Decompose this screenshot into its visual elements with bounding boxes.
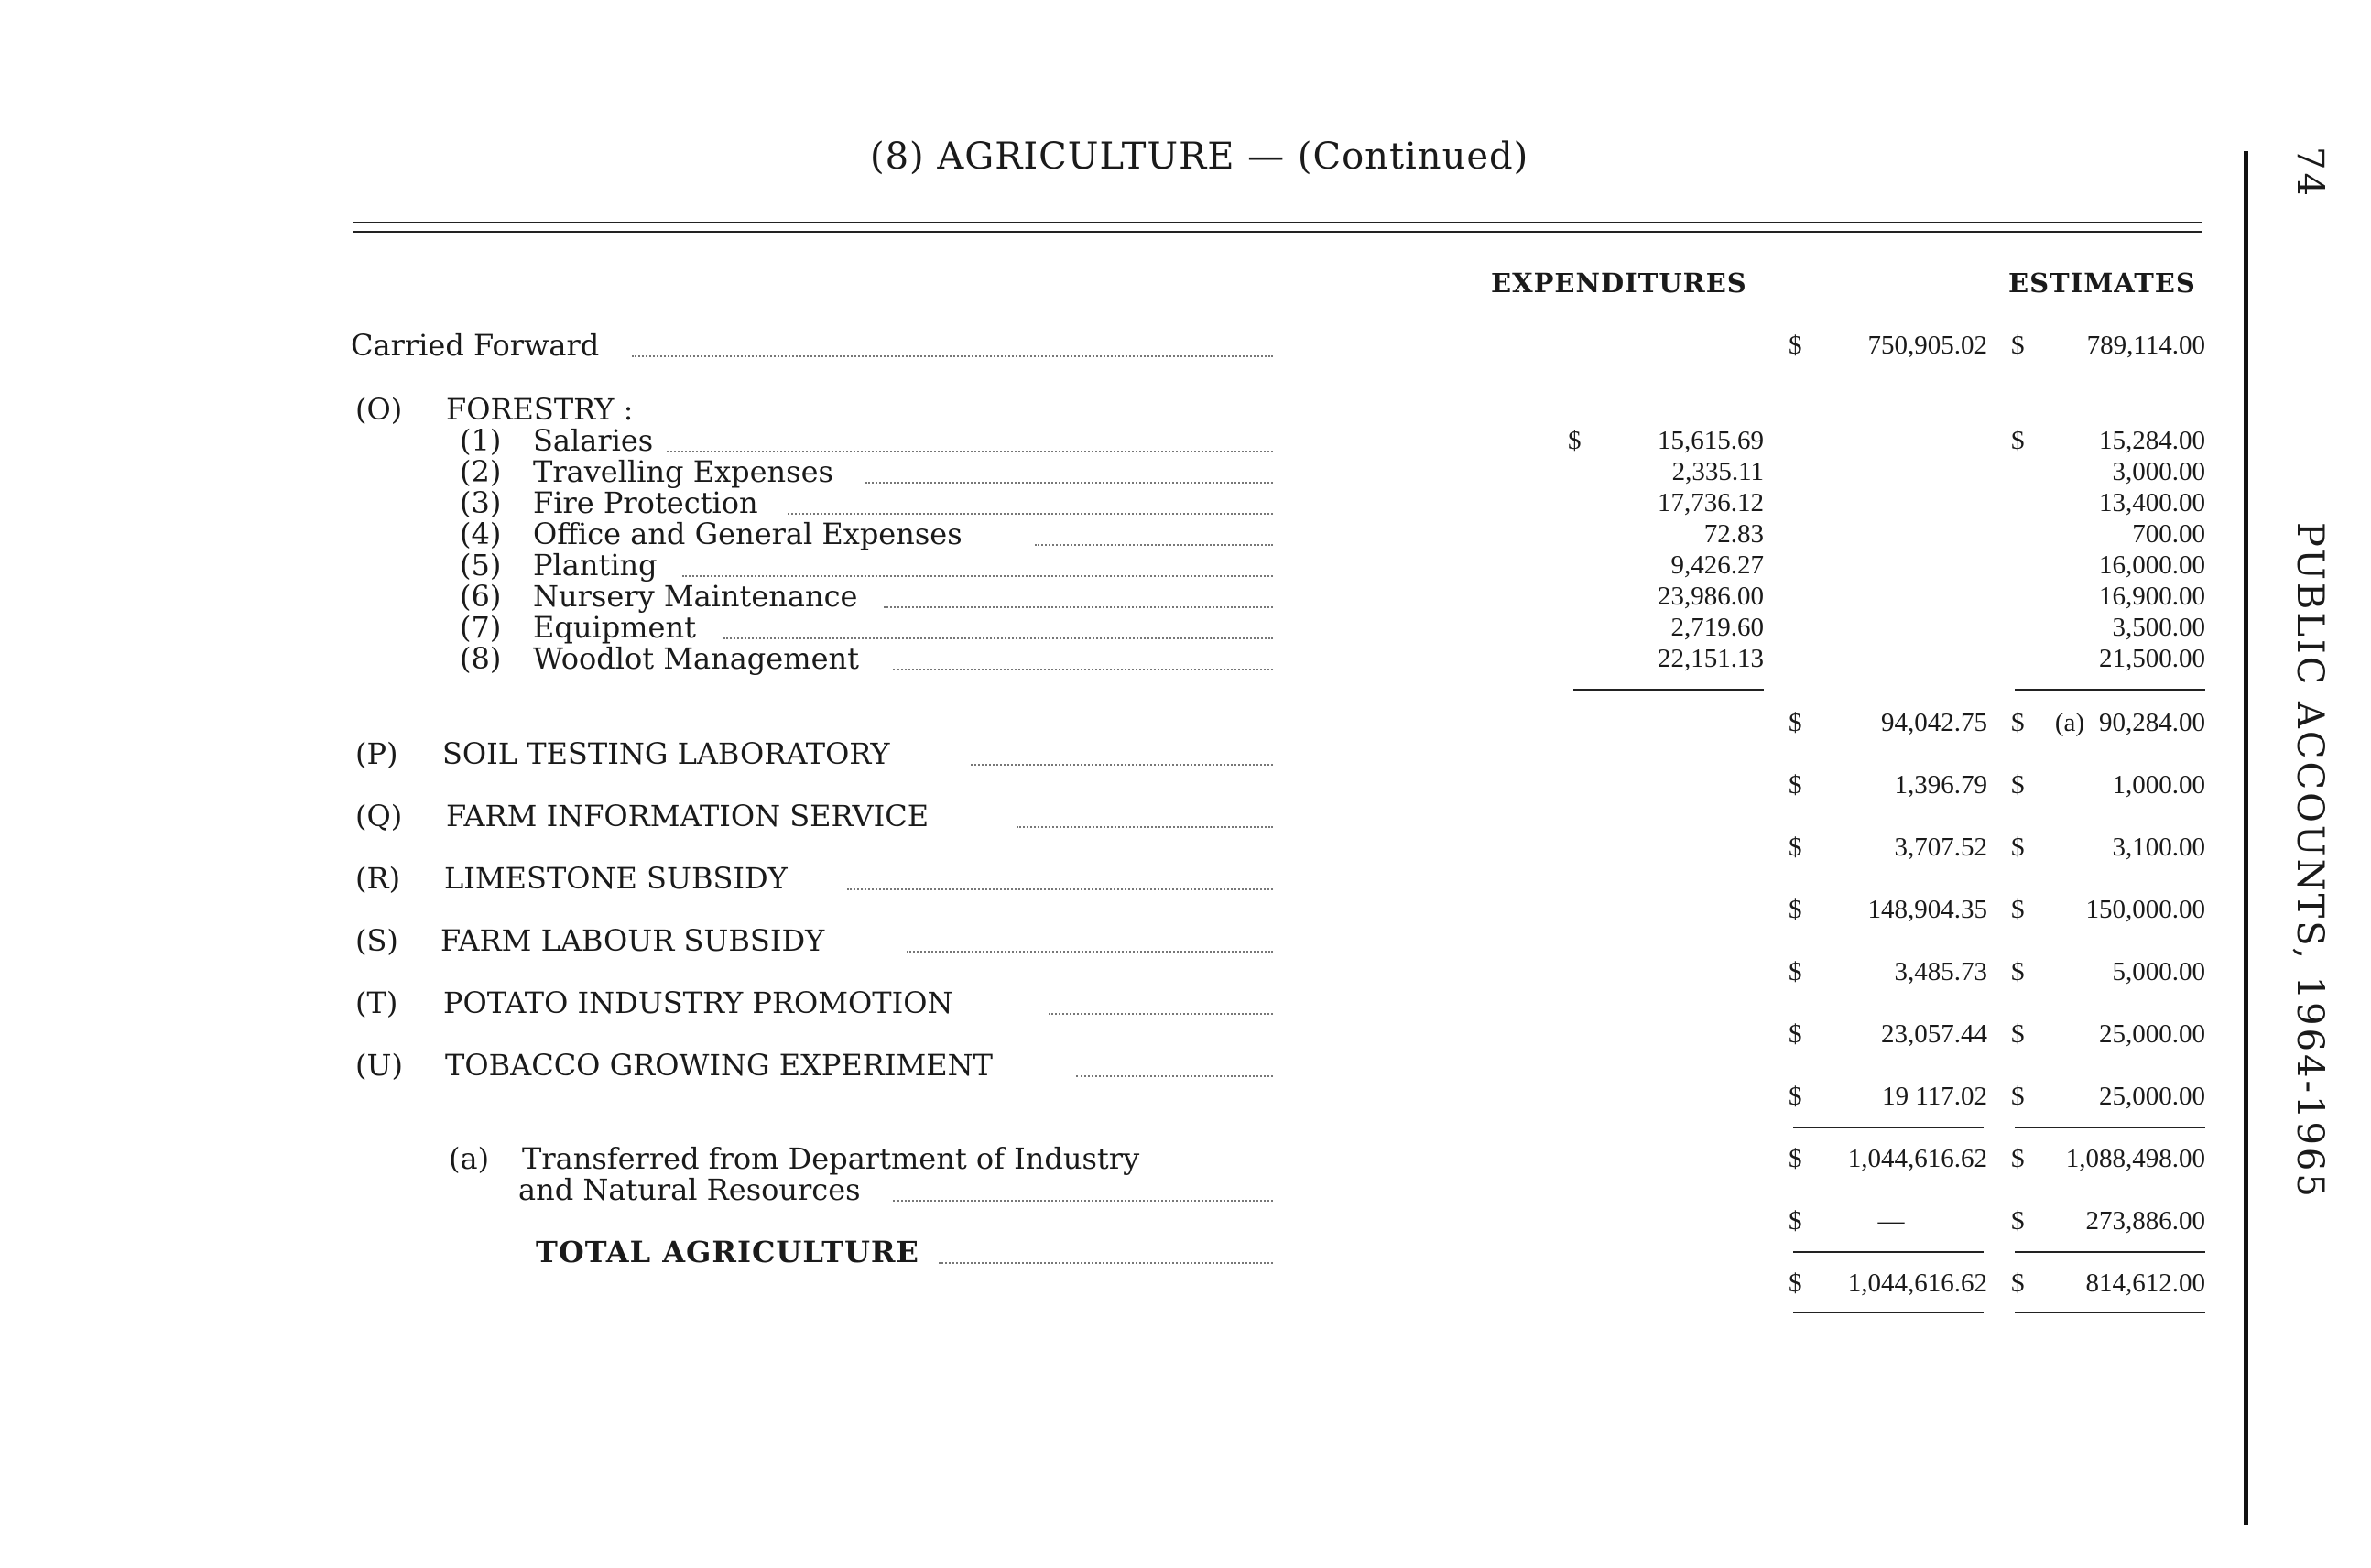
dollar-sign: $ <box>1789 1206 1802 1236</box>
dollar-sign: $ <box>1789 895 1802 924</box>
dollar-sign: $ <box>2011 1082 2025 1111</box>
item-number: (2) <box>460 454 502 489</box>
item-expenditure: 2,719.60 <box>1670 613 1764 642</box>
forestry-item-row <box>0 643 2371 674</box>
section-expenditure: 148,904.35 <box>1867 895 1987 924</box>
item-estimate: 16,900.00 <box>2099 582 2205 611</box>
forestry-total-row <box>0 707 2371 738</box>
footnote-mark: (a) <box>449 1141 490 1176</box>
subtotal-row <box>0 1143 2371 1174</box>
section-code: (O) <box>355 392 403 427</box>
item-estimate: 3,500.00 <box>2112 613 2205 642</box>
note-line-2: and Natural Resources <box>518 1172 861 1207</box>
item-expenditure: 22,151.13 <box>1658 644 1764 673</box>
section-amount-row <box>0 894 2371 925</box>
forestry-item-row <box>0 487 2371 518</box>
dot-leader <box>939 1262 1273 1264</box>
section-label-row <box>0 738 2371 769</box>
item-label: Equipment <box>533 610 696 645</box>
section-expenditure: 23,057.44 <box>1881 1019 1987 1049</box>
dollar-sign: $ <box>2011 1144 2025 1173</box>
item-label: Fire Protection <box>533 485 758 520</box>
carried-forward-label: Carried Forward <box>351 328 600 363</box>
subtotal-expenditure-rule <box>1793 1127 1984 1128</box>
dot-leader <box>847 888 1273 890</box>
dollar-sign: $ <box>2011 331 2025 360</box>
dot-leader <box>1017 826 1273 828</box>
item-expenditure: 15,615.69 <box>1658 426 1764 455</box>
item-estimate: 3,000.00 <box>2112 457 2205 486</box>
subtotal-expenditure: 1,044,616.62 <box>1847 1144 1987 1173</box>
section-expenditure: 1,396.79 <box>1894 770 1987 800</box>
dot-leader <box>723 637 1273 639</box>
dot-leader <box>893 669 1273 670</box>
section-label: SOIL TESTING LABORATORY <box>442 736 890 771</box>
running-head-container <box>2267 147 2331 1200</box>
section-code: (T) <box>355 985 398 1020</box>
expenditures-heading: EXPENDITURES <box>1491 267 1747 299</box>
item-label: Salaries <box>533 423 654 458</box>
dollar-sign: $ <box>2011 426 2025 455</box>
total-label: TOTAL AGRICULTURE <box>536 1235 919 1269</box>
dollar-sign: $ <box>1789 1144 1802 1173</box>
item-estimate: 700.00 <box>2132 519 2205 549</box>
item-label: Planting <box>533 548 658 583</box>
final-expenditure-rule <box>1793 1312 1984 1313</box>
item-expenditure: 2,335.11 <box>1671 457 1764 486</box>
forestry-item-row <box>0 518 2371 550</box>
carried-forward-expenditure: 750,905.02 <box>1867 331 1987 360</box>
page-title: (8) AGRICULTURE — (Continued) <box>870 136 1529 178</box>
section-label: LIMESTONE SUBSIDY <box>444 861 788 896</box>
section-estimate: 150,000.00 <box>2085 895 2205 924</box>
forestry-total-estimate: 90,284.00 <box>2099 708 2205 737</box>
carried-forward-row <box>0 330 2371 361</box>
dollar-sign: $ <box>2011 895 2025 924</box>
dollar-sign: $ <box>1789 770 1802 800</box>
item-label: Office and General Expenses <box>533 517 963 551</box>
dollar-sign: $ <box>1789 1269 1802 1298</box>
item-number: (7) <box>460 610 502 645</box>
dollar-sign: $ <box>2011 957 2025 986</box>
margin-rule <box>2244 151 2248 1525</box>
dollar-sign: $ <box>2011 833 2025 862</box>
dollar-sign: $ <box>2011 1206 2025 1236</box>
section-label-row <box>0 987 2371 1018</box>
dot-leader <box>1049 1013 1273 1015</box>
dot-leader <box>907 951 1273 953</box>
item-expenditure: 72.83 <box>1703 519 1764 549</box>
dot-leader <box>682 575 1273 577</box>
transfer-estimate: 273,886.00 <box>2085 1206 2205 1236</box>
item-number: (8) <box>460 641 502 676</box>
section-label: FARM INFORMATION SERVICE <box>446 799 930 833</box>
dot-leader <box>865 482 1273 484</box>
title-rule-bottom <box>353 231 2202 233</box>
section-amount-row <box>0 956 2371 987</box>
dollar-sign: $ <box>1568 426 1582 455</box>
forestry-estimate-rule <box>2015 689 2205 691</box>
total-estimate-rule <box>2015 1251 2205 1253</box>
section-amount-row <box>0 769 2371 800</box>
forestry-total-expenditure: 94,042.75 <box>1881 708 1987 737</box>
section-label-row <box>0 1050 2371 1081</box>
dollar-sign: $ <box>1789 957 1802 986</box>
section-estimate: 5,000.00 <box>2112 957 2205 986</box>
dollar-sign: $ <box>1789 833 1802 862</box>
final-estimate-rule <box>2015 1312 2205 1313</box>
note-row <box>0 1174 2371 1205</box>
dot-leader <box>893 1200 1273 1202</box>
item-expenditure: 9,426.27 <box>1670 550 1764 580</box>
footnote-mark: (a) <box>2054 708 2084 737</box>
dollar-sign: $ <box>1789 1082 1802 1111</box>
transfer-expenditure: — <box>1877 1206 1905 1236</box>
estimates-heading: ESTIMATES <box>2008 267 2196 299</box>
item-label: Woodlot Management <box>533 641 859 676</box>
item-number: (5) <box>460 548 502 583</box>
section-estimate: 25,000.00 <box>2099 1019 2205 1049</box>
item-estimate: 15,284.00 <box>2099 426 2205 455</box>
forestry-item-row <box>0 612 2371 643</box>
section-amount-row <box>0 1081 2371 1112</box>
dot-leader <box>971 764 1273 766</box>
running-head: PUBLIC ACCOUNTS, 1964-1965 <box>2289 522 2331 1200</box>
subtotal-estimate: 1,088,498.00 <box>2065 1144 2205 1173</box>
dollar-sign: $ <box>2011 770 2025 800</box>
dot-leader <box>1035 544 1273 546</box>
section-amount-row <box>0 1018 2371 1050</box>
total-expenditure: 1,044,616.62 <box>1847 1269 1987 1298</box>
dollar-sign: $ <box>1789 708 1802 737</box>
total-estimate: 814,612.00 <box>2085 1269 2205 1298</box>
total-amount-row <box>0 1268 2371 1299</box>
section-label: FARM LABOUR SUBSIDY <box>440 923 825 958</box>
dot-leader <box>1076 1075 1273 1077</box>
item-estimate: 13,400.00 <box>2099 488 2205 517</box>
item-estimate: 21,500.00 <box>2099 644 2205 673</box>
section-code: (R) <box>355 861 401 896</box>
page-number: 74 <box>2289 147 2331 199</box>
subtotal-estimate-rule <box>2015 1127 2205 1128</box>
section-code: (Q) <box>355 799 403 833</box>
item-number: (4) <box>460 517 502 551</box>
forestry-item-row <box>0 550 2371 581</box>
section-label-row <box>0 863 2371 894</box>
item-number: (3) <box>460 485 502 520</box>
forestry-expenditure-rule <box>1573 689 1764 691</box>
section-label: POTATO INDUSTRY PROMOTION <box>443 985 953 1020</box>
item-label: Travelling Expenses <box>533 454 833 489</box>
note-line-1: Transferred from Department of Industry <box>522 1141 1140 1176</box>
section-code: (U) <box>355 1048 403 1083</box>
section-code: (P) <box>355 736 398 771</box>
dot-leader <box>667 451 1273 452</box>
dollar-sign: $ <box>1789 331 1802 360</box>
forestry-heading-row <box>0 394 2371 425</box>
dollar-sign: $ <box>2011 1019 2025 1049</box>
carried-forward-estimate: 789,114.00 <box>2086 331 2205 360</box>
item-expenditure: 23,986.00 <box>1658 582 1764 611</box>
section-expenditure: 3,485.73 <box>1894 957 1987 986</box>
section-label: TOBACCO GROWING EXPERIMENT <box>445 1048 993 1083</box>
section-code: (S) <box>355 923 398 958</box>
section-expenditure: 19 117.02 <box>1882 1082 1987 1111</box>
forestry-item-row <box>0 456 2371 487</box>
section-estimate: 25,000.00 <box>2099 1082 2205 1111</box>
section-amount-row <box>0 832 2371 863</box>
item-expenditure: 17,736.12 <box>1658 488 1764 517</box>
section-label-row <box>0 800 2371 832</box>
item-estimate: 16,000.00 <box>2099 550 2205 580</box>
dot-leader <box>632 355 1273 357</box>
item-number: (1) <box>460 423 502 458</box>
section-estimate: 1,000.00 <box>2112 770 2205 800</box>
title-rule-top <box>353 222 2202 223</box>
section-expenditure: 3,707.52 <box>1894 833 1987 862</box>
dollar-sign: $ <box>2011 1269 2025 1298</box>
dollar-sign: $ <box>2011 708 2025 737</box>
section-estimate: 3,100.00 <box>2112 833 2205 862</box>
dot-leader <box>884 606 1273 608</box>
section-label-row <box>0 925 2371 956</box>
dollar-sign: $ <box>1789 1019 1802 1049</box>
item-label: Nursery Maintenance <box>533 579 858 614</box>
forestry-item-row <box>0 425 2371 456</box>
forestry-item-row <box>0 581 2371 612</box>
total-expenditure-rule <box>1793 1251 1984 1253</box>
dot-leader <box>788 513 1273 515</box>
item-number: (6) <box>460 579 502 614</box>
forestry-label: FORESTRY : <box>446 392 634 427</box>
transfer-amount-row <box>0 1205 2371 1236</box>
